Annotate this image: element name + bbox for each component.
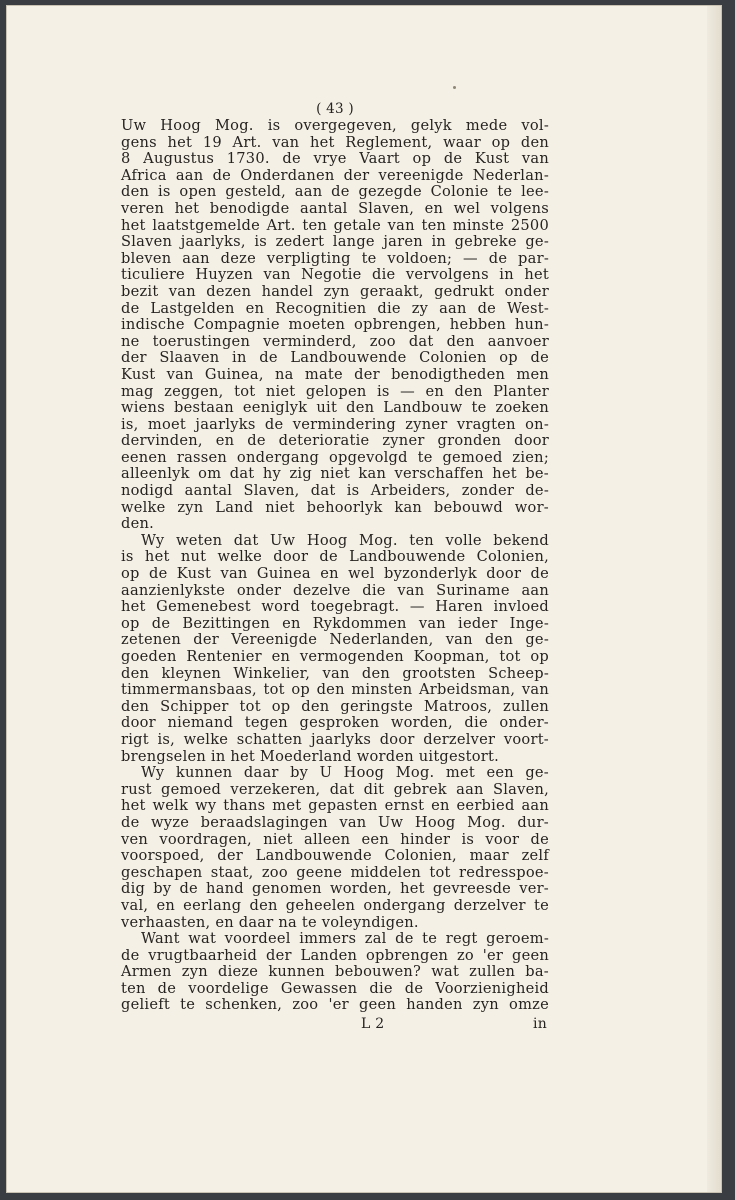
text-line: is, moet jaarlyks de vermindering zyner vragten on- xyxy=(121,415,549,433)
paragraph xyxy=(121,931,549,1014)
text-line: Africa aan de Onderdanen der vereenigde Nederlan- xyxy=(121,166,549,184)
text-line: gelieft te schenken, zoo 'er geen handen zyn omze xyxy=(121,996,549,1014)
text-line: indische Compagnie moeten opbrengen, hebben hun- xyxy=(121,316,549,334)
text-line: ven voordragen, niet alleen een hinder is voor de xyxy=(121,830,549,848)
paragraph xyxy=(121,118,549,533)
text-line: het laatstgemelde Art. ten getale van ten minste 2500 xyxy=(121,216,549,234)
catchword: in xyxy=(533,1016,547,1033)
text-line: zetenen der Vereenigde Nederlanden, van den ge- xyxy=(121,631,549,649)
text-line: den. xyxy=(121,515,155,533)
text-line: de wyze beraadslagingen van Uw Hoog Mog. dur- xyxy=(121,813,549,831)
text-line: Want wat voordeel immers zal de te regt geroem- xyxy=(141,930,549,948)
text-line: mag zeggen, tot niet gelopen is — en den Planter xyxy=(121,382,549,400)
text-line: bleven aan deze verpligting te voldoen; — de par- xyxy=(121,249,549,267)
text-line: den is open gesteld, aan de gezegde Colonie te lee- xyxy=(121,183,549,201)
text-line: val, en eerlang den geheelen ondergang derzelver te xyxy=(121,896,549,914)
text-line: wiens bestaan eeniglyk uit den Landbouw te zoeken xyxy=(121,399,549,417)
text-line: welke zyn Land niet behoorlyk kan bebouwd wor- xyxy=(121,498,549,516)
paragraph xyxy=(121,533,549,765)
text-line: Uw Hoog Mog. is overgegeven, gelyk mede vol- xyxy=(121,117,549,134)
text-line: alleenlyk om dat hy zig niet kan verschaffen het be- xyxy=(121,465,549,483)
text-line: door niemand tegen gesproken worden, die onder- xyxy=(121,714,549,732)
text-line: den kleynen Winkelier, van den grootsten Scheep- xyxy=(121,664,549,682)
text-line: Slaven jaarlyks, is zedert lange jaren in gebreke ge- xyxy=(121,233,549,251)
text-line: het welk wy thans met gepasten ernst en eerbied aan xyxy=(121,797,549,815)
text-line: ne toerustingen verminderd, zoo dat den aanvoer xyxy=(121,332,549,350)
text-line: Armen zyn dieze kunnen bebouwen? wat zullen ba- xyxy=(121,963,549,981)
text-line: eenen rassen ondergang opgevolgd te gemoed zien; xyxy=(121,448,549,466)
text-line: rigt is, welke schatten jaarlyks door derzelver voort- xyxy=(121,730,549,748)
text-line: brengselen in het Moederland worden uitgestort. xyxy=(121,747,500,765)
text-line: den Schipper tot op den geringste Matroos, zullen xyxy=(121,697,549,715)
text-line: rust gemoed verzekeren, dat dit gebrek aan Slaven, xyxy=(121,780,549,798)
text-line: verhaasten, en daar na te voleyndigen. xyxy=(121,913,419,931)
page-number: ( 43 ) xyxy=(316,101,354,117)
text-line: op de Bezittingen en Rykdommen van ieder Inge- xyxy=(121,614,549,632)
text-line: bezit van dezen handel zyn geraakt, gedrukt onder xyxy=(121,282,549,300)
text-line: Wy weten dat Uw Hoog Mog. ten volle bekend xyxy=(141,531,549,549)
text-line: Wy kunnen daar by U Hoog Mog. met een ge- xyxy=(141,764,549,782)
text-line: ten de voordelige Gewassen die de Voorzienigheid xyxy=(121,979,549,997)
paragraph xyxy=(121,765,549,931)
text-line: der Slaaven in de Landbouwende Colonien op de xyxy=(121,349,549,367)
text-line: timmermansbaas, tot op den minsten Arbeidsman, van xyxy=(121,681,549,699)
text-line: de Lastgelden en Recognitien die zy aan de West- xyxy=(121,299,549,317)
body-text xyxy=(121,118,549,1014)
text-line: op de Kust van Guinea en wel byzonderlyk door de xyxy=(121,565,549,583)
text-line: nodigd aantal Slaven, dat is Arbeiders, zonder de- xyxy=(121,482,549,500)
text-line: is het nut welke door de Landbouwende Colonien, xyxy=(121,548,549,566)
text-line: goeden Rentenier en vermogenden Koopman, tot op xyxy=(121,648,549,665)
text-line: veren het benodigde aantal Slaven, en wel volgens xyxy=(121,199,549,217)
page-text xyxy=(121,102,549,1032)
page-footer xyxy=(121,1016,549,1032)
signature-mark: L 2 xyxy=(361,1016,385,1033)
ink-speck xyxy=(453,86,456,89)
text-line: dervinden, en de deterioratie zyner gronden door xyxy=(121,432,549,450)
text-line: gens het 19 Art. van het Reglement, waar op den xyxy=(121,133,549,151)
text-line: de vrugtbaarheid der Landen opbrengen zo 'er geen xyxy=(121,946,549,964)
text-line: aanzienlykste onder dezelve die van Suriname aan xyxy=(121,581,549,599)
text-line: voorspoed, der Landbouwende Colonien, maar zelf xyxy=(121,847,549,865)
book-page xyxy=(7,6,721,1192)
text-line: ticuliere Huyzen van Negotie die vervolgens in het xyxy=(121,266,549,284)
text-line: dig by de hand genomen worden, het gevreesde ver- xyxy=(121,880,549,898)
text-line: geschapen staat, zoo geene middelen tot redresspoe- xyxy=(121,863,549,881)
text-line: het Gemenebest word toegebragt. — Haren invloed xyxy=(121,598,549,616)
text-line: Kust van Guinea, na mate der benodigtheden men xyxy=(121,365,549,383)
text-line: 8 Augustus 1730. de vrye Vaart op de Kust van xyxy=(121,150,549,168)
page-edge xyxy=(707,6,721,1192)
